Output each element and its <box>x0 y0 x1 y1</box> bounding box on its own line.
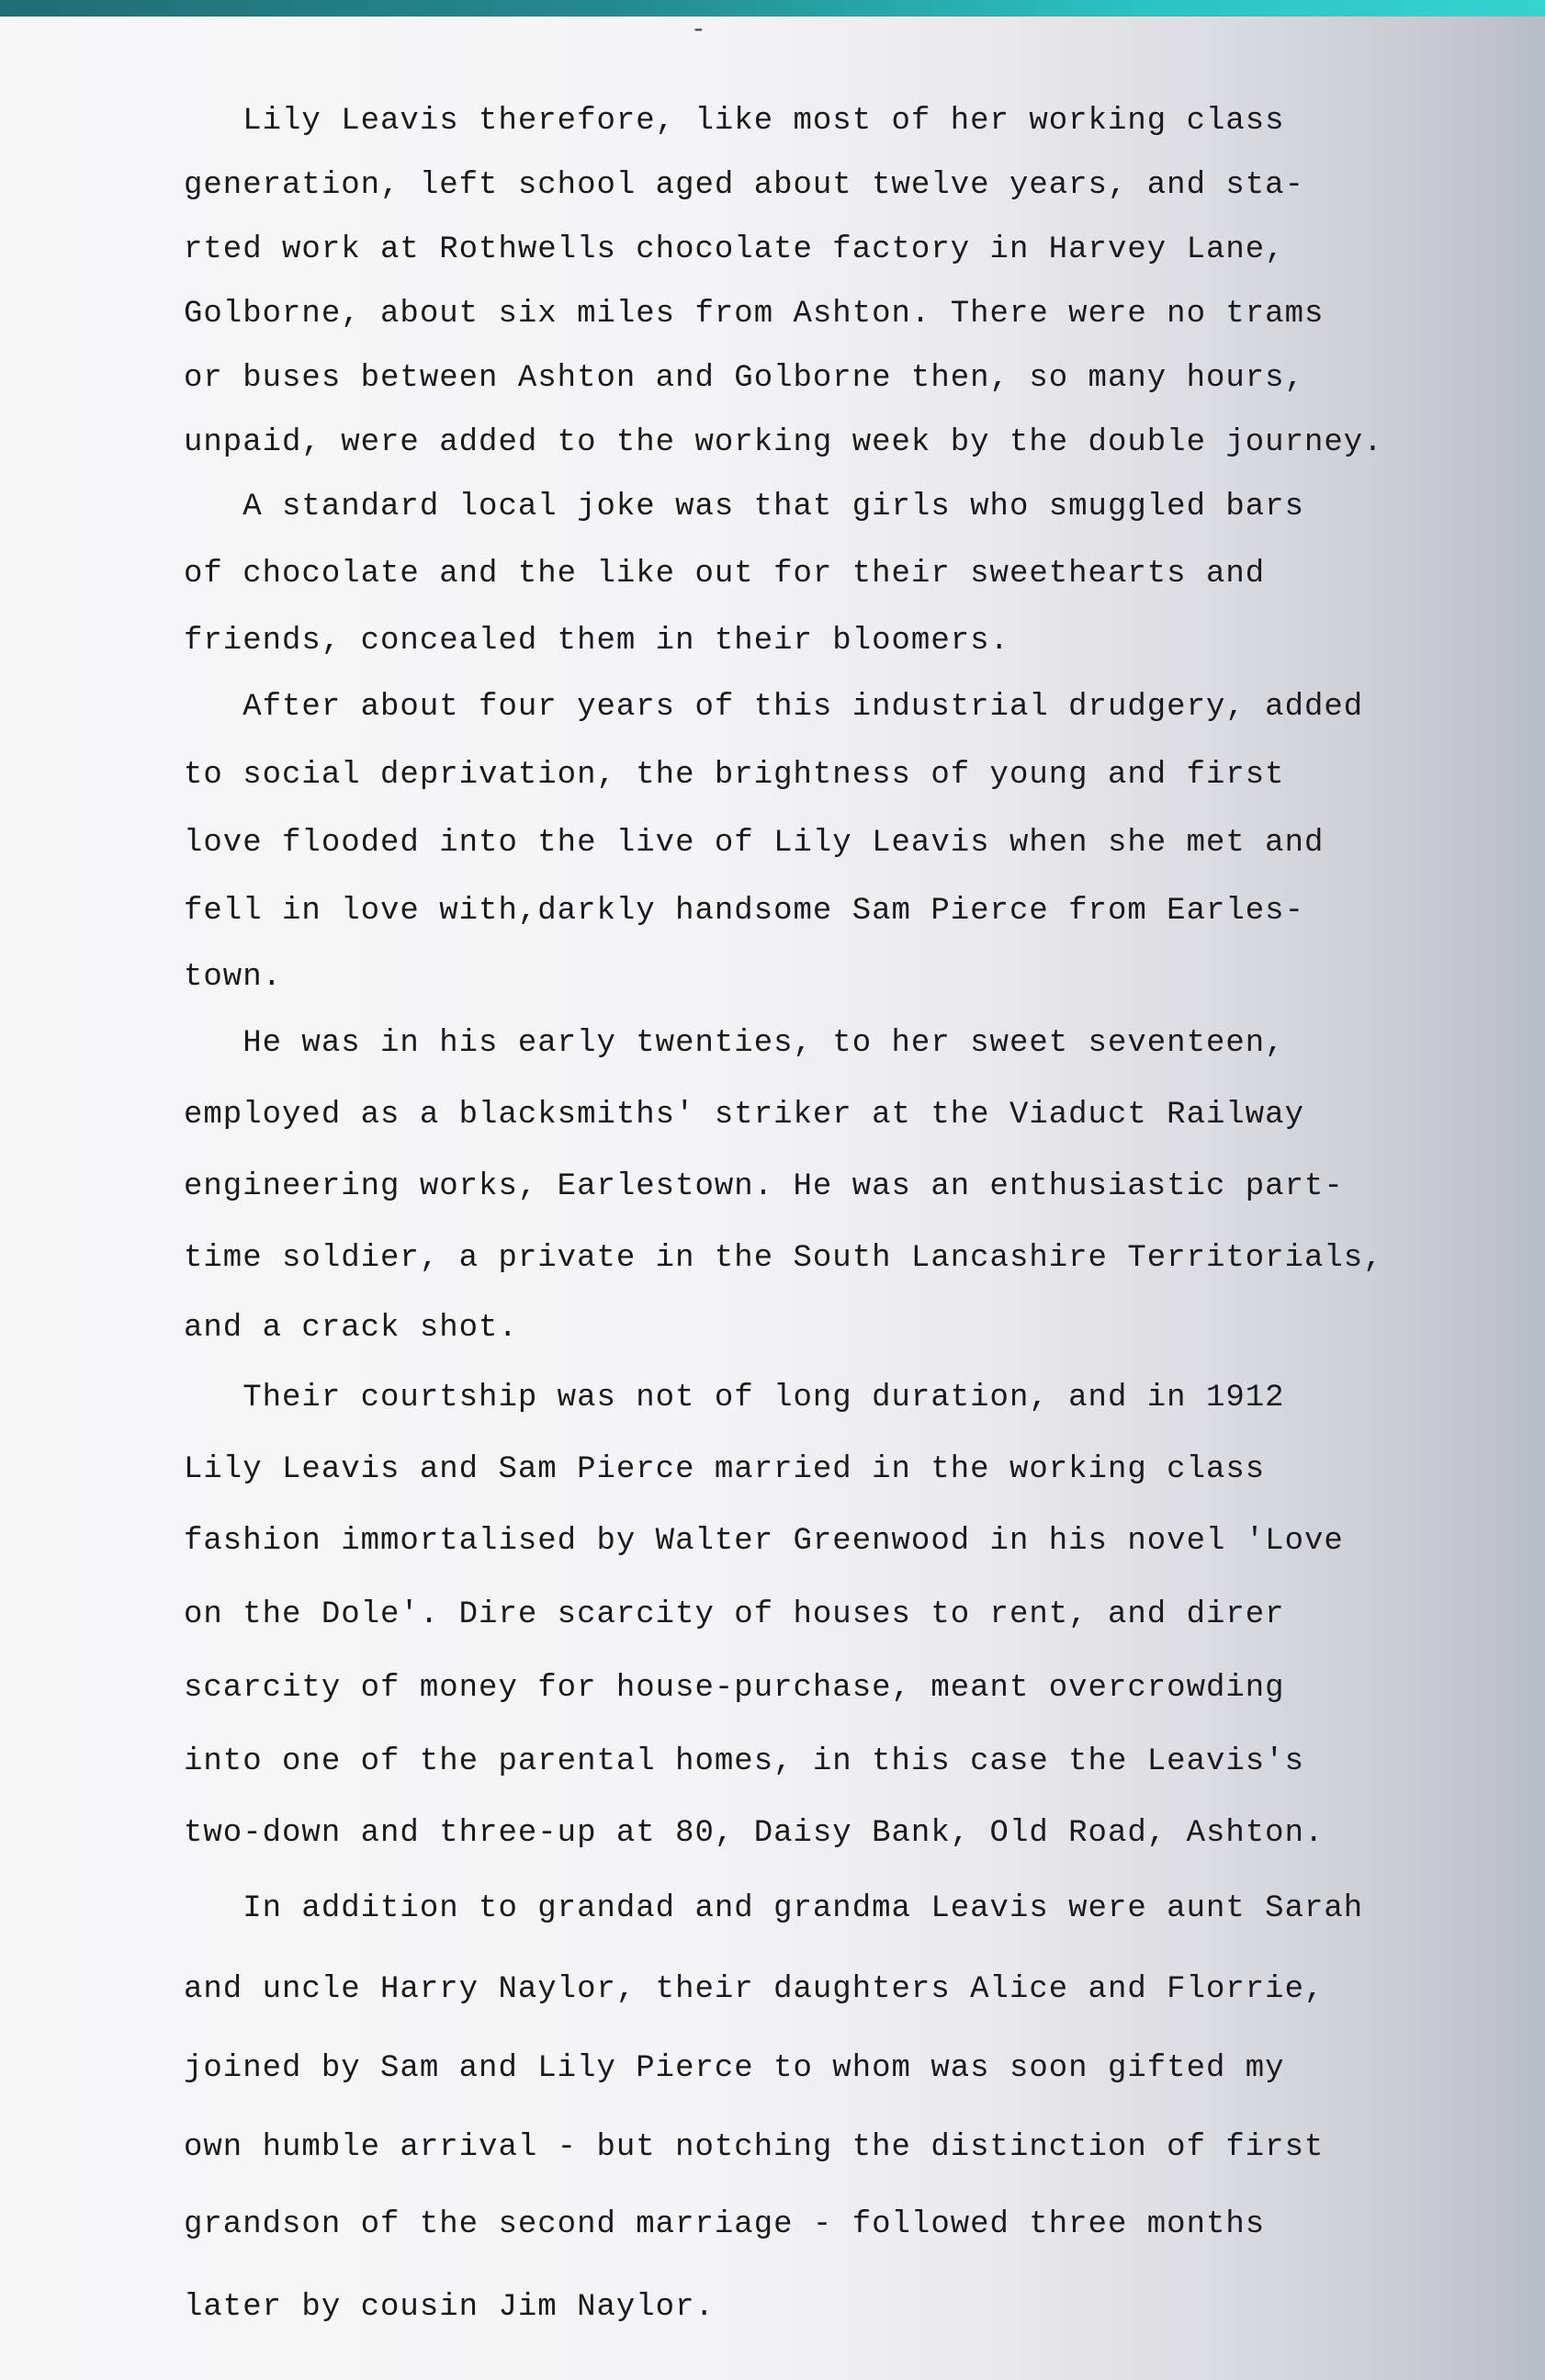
text-line: After about four years of this industrial drudgery, added <box>184 690 1364 725</box>
text-line: on the Dole'. Dire scarcity of houses to rent, and direr <box>184 1597 1285 1632</box>
text-line: fashion immortalised by Walter Greenwood in his novel 'Love <box>184 1524 1344 1559</box>
text-line: and a crack shot. <box>184 1311 518 1346</box>
text-line: employed as a blacksmiths' striker at the Viaduct Railway <box>184 1098 1304 1133</box>
typewritten-page <box>0 17 1545 2380</box>
text-line: joined by Sam and Lily Pierce to whom was soon gifted my <box>184 2051 1285 2086</box>
text-line: generation, left school aged about twelve years, and sta- <box>184 168 1304 203</box>
text-line: two-down and three-up at 80, Daisy Bank, Old Road, Ashton. <box>184 1816 1325 1851</box>
text-line: friends, concealed them in their bloomers. <box>184 624 1009 659</box>
text-line: later by cousin Jim Naylor. <box>184 2290 715 2325</box>
text-line: fell in love with,darkly handsome Sam Pierce from Earles- <box>184 894 1304 929</box>
page-number-mark: - <box>691 17 706 45</box>
text-line: and uncle Harry Naylor, their daughters Alice and Florrie, <box>184 1972 1325 2007</box>
text-line: He was in his early twenties, to her sweet seventeen, <box>184 1026 1285 1061</box>
text-line: rted work at Rothwells chocolate factory in Harvey Lane, <box>184 232 1285 267</box>
text-line: to social deprivation, the brightness of young and first <box>184 758 1285 793</box>
text-line: town. <box>184 960 283 995</box>
text-line: A standard local joke was that girls who smuggled bars <box>184 490 1304 525</box>
text-line: In addition to grandad and grandma Leavis were aunt Sarah <box>184 1891 1364 1926</box>
text-line: time soldier, a private in the South Lancashire Territorials, <box>184 1241 1383 1276</box>
text-line: Lily Leavis and Sam Pierce married in the working class <box>184 1452 1266 1487</box>
text-line: unpaid, were added to the working week by the double journey. <box>184 425 1383 460</box>
text-line: scarcity of money for house-purchase, meant overcrowding <box>184 1671 1285 1706</box>
text-line: own humble arrival - but notching the distinction of first <box>184 2130 1325 2165</box>
text-line: or buses between Ashton and Golborne then, so many hours, <box>184 361 1304 396</box>
text-line: grandson of the second marriage - followed three months <box>184 2207 1266 2242</box>
text-line: Their courtship was not of long duration, and in 1912 <box>184 1381 1285 1416</box>
text-line: Golborne, about six miles from Ashton. There were no trams <box>184 297 1325 332</box>
text-line: love flooded into the live of Lily Leavis when she met and <box>184 826 1325 861</box>
text-line: into one of the parental homes, in this case the Leavis's <box>184 1744 1304 1779</box>
text-line: Lily Leavis therefore, like most of her working class <box>184 104 1285 139</box>
text-line: of chocolate and the like out for their sweethearts and <box>184 557 1266 592</box>
text-line: engineering works, Earlestown. He was an enthusiastic part- <box>184 1169 1344 1204</box>
